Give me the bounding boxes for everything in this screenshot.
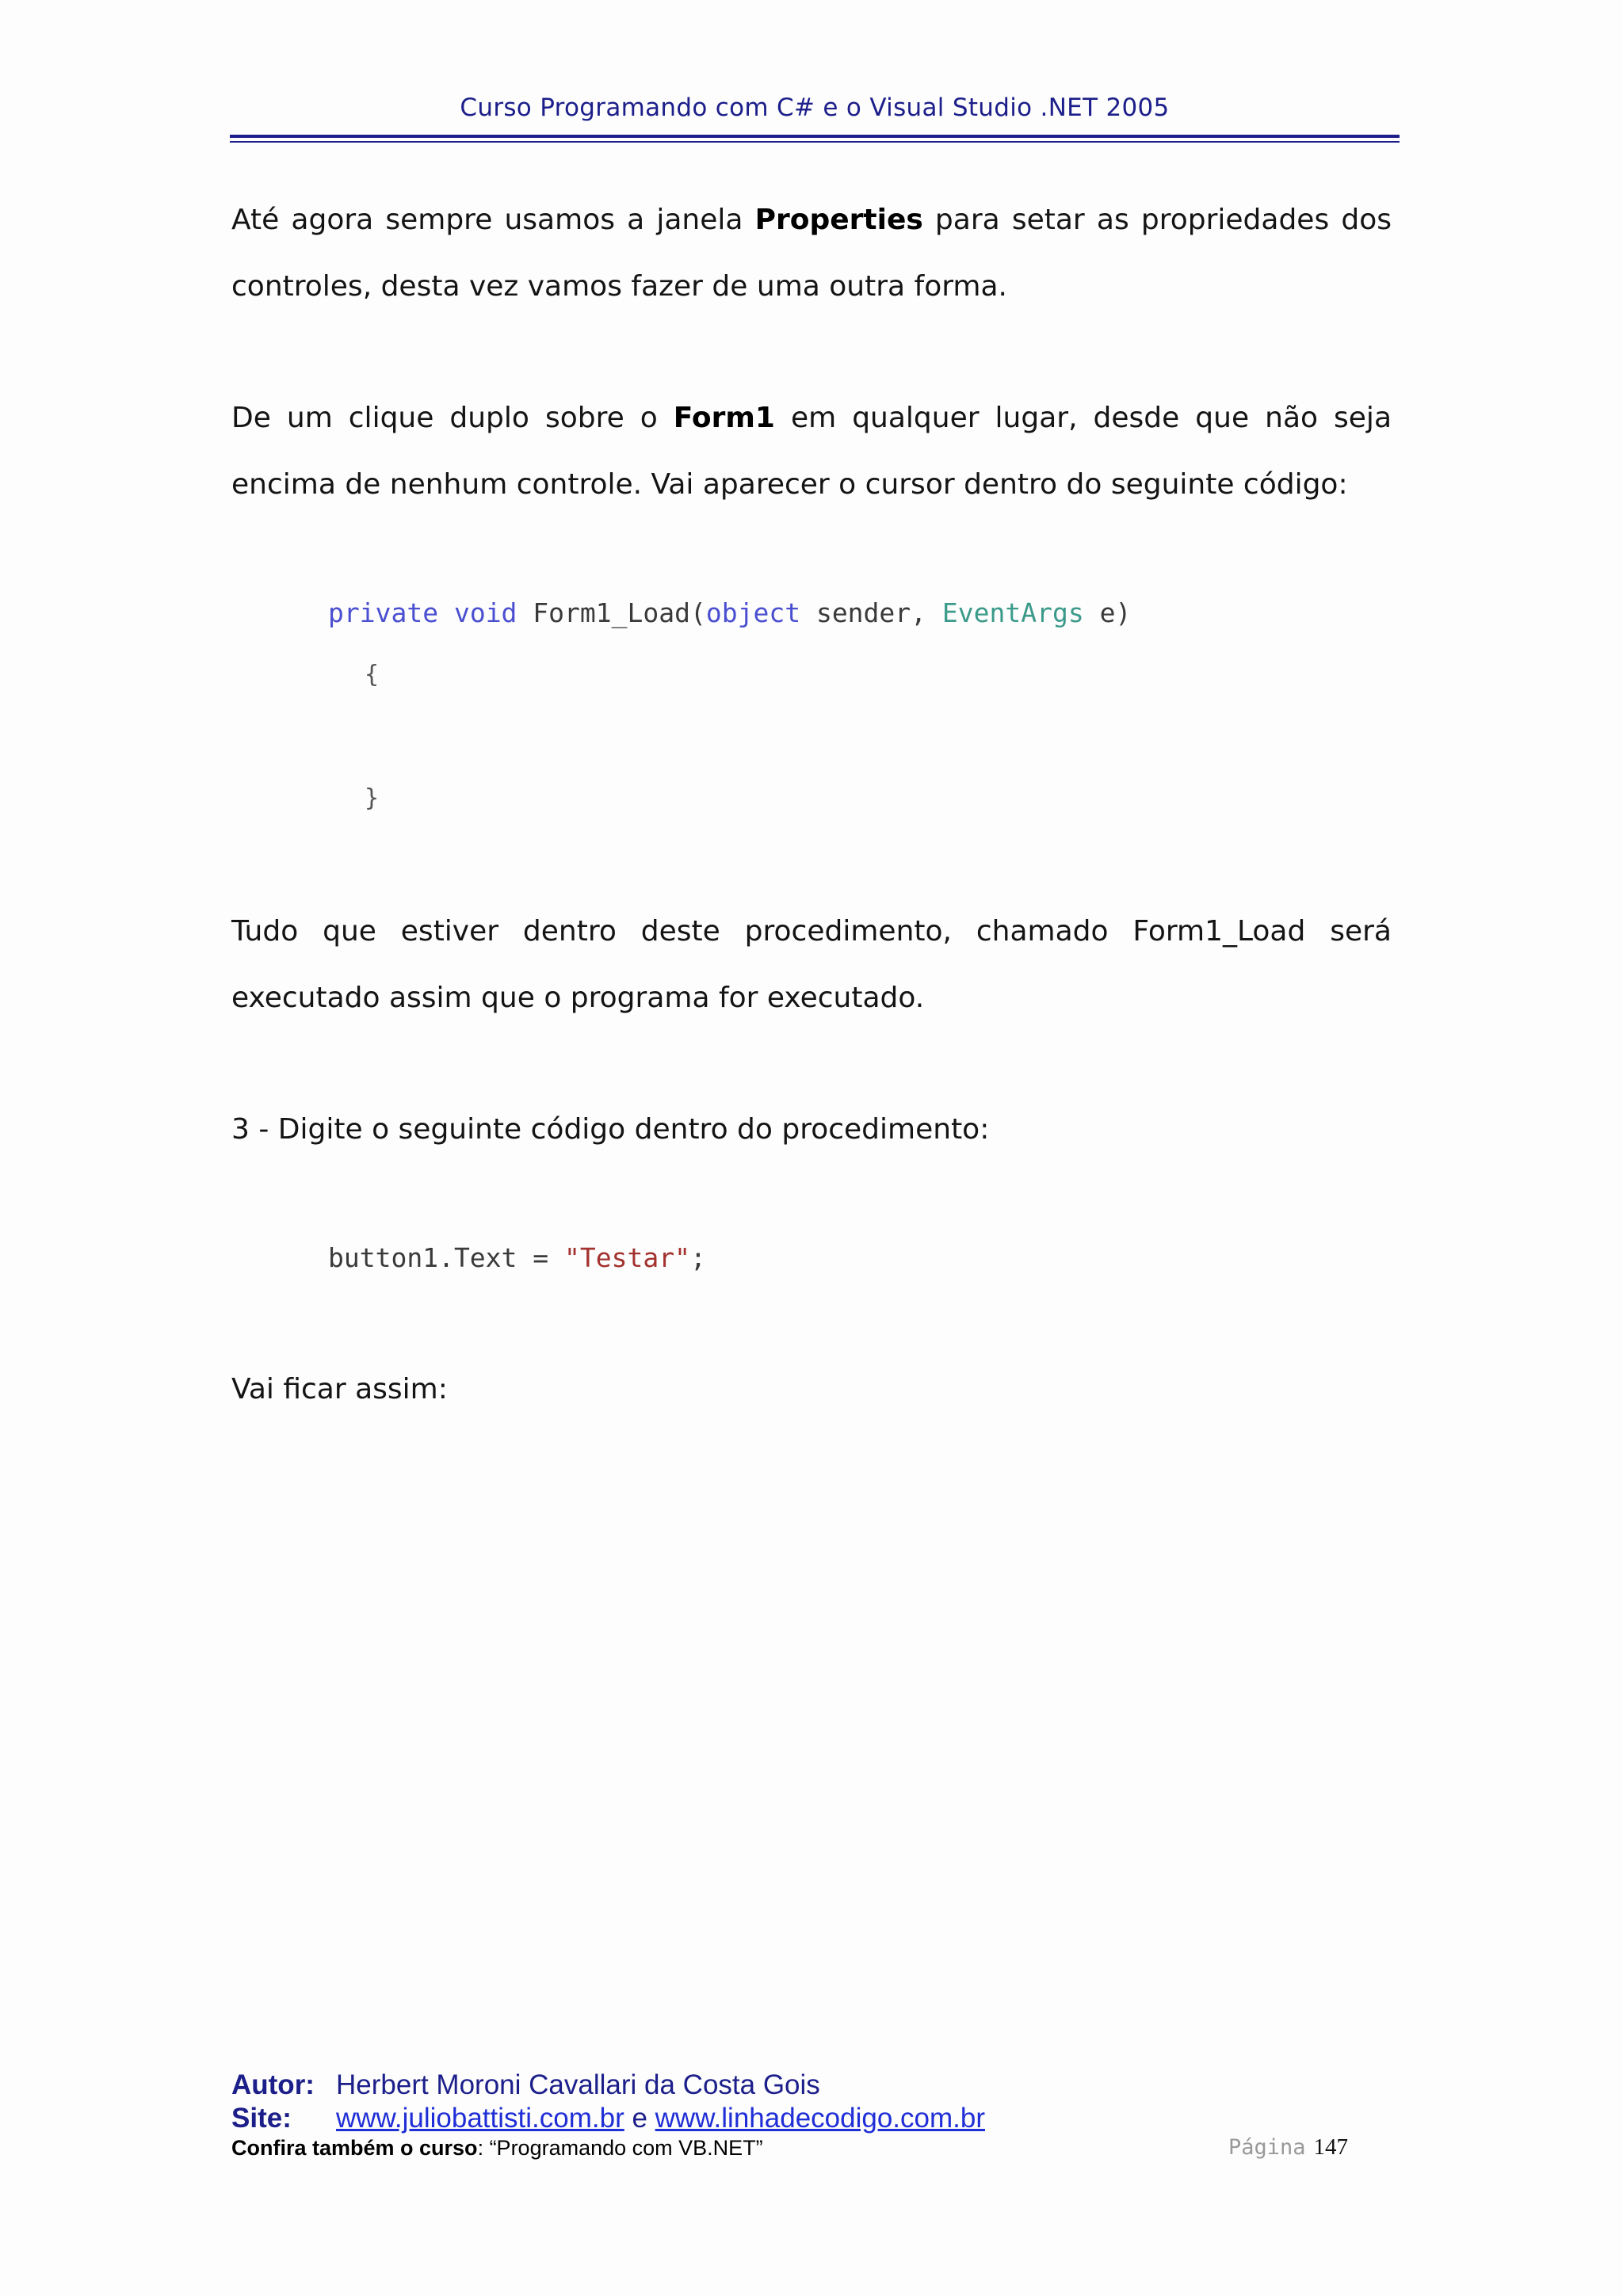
footer-site-label: Site:	[231, 2103, 292, 2134]
page-header-title: Curso Programando com C# e o Visual Studio .NET 2005	[460, 93, 1170, 122]
code-keyword: object	[705, 597, 801, 628]
paragraph-step-3: 3 - Digite o seguinte código dentro do procedimento:	[231, 1113, 990, 1146]
paragraph-text: De um clique duplo sobre o	[231, 402, 674, 434]
footer-author-label: Autor:	[231, 2069, 315, 2100]
code-line-method-signature	[328, 597, 1131, 628]
footer-link-linhadecodigo[interactable]: www.linhadecodigo.com.br	[655, 2103, 985, 2134]
paragraph-vai-ficar: Vai ficar assim:	[231, 1373, 448, 1405]
footer-link-juliobattisti[interactable]: www.juliobattisti.com.br	[336, 2103, 624, 2134]
page-number-label: Página	[1228, 2135, 1306, 2160]
bold-term-properties: Properties	[754, 204, 923, 236]
paragraph-text: para setar as propriedades dos controles, desta vez vamos fazer de uma outra forma.	[231, 204, 1392, 303]
code-open-brace: {	[365, 661, 380, 688]
page-number-value: 147	[1313, 2134, 1349, 2160]
footer-course-note	[231, 2136, 763, 2161]
code-keyword: private	[328, 597, 439, 628]
paragraph-properties	[231, 187, 1392, 320]
footer-note-label: Confira também o curso	[231, 2136, 478, 2160]
bold-term-form1: Form1	[673, 402, 775, 434]
footer-site-separator: e	[624, 2103, 655, 2134]
footer-note-text: : “Programando com VB.NET”	[477, 2136, 763, 2160]
paragraph-form1-load: Tudo que estiver dentro deste procedimento, chamado Form1_Load será executado assim que o programa for executado.	[231, 915, 1392, 1014]
footer-author-row	[231, 2069, 820, 2101]
header-rule-thin	[230, 141, 1400, 143]
page-number	[1228, 2134, 1348, 2161]
code-string: "Testar"	[564, 1242, 690, 1273]
footer-author-name: Herbert Moroni Cavallari da Costa Gois	[336, 2069, 820, 2100]
code-line-button-text	[328, 1242, 706, 1273]
paragraph-form1	[231, 385, 1392, 518]
code-text: e)	[1083, 597, 1132, 628]
code-method: Form1_Load(	[517, 597, 706, 628]
paragraph-text: Até agora sempre usamos a janela	[231, 204, 755, 236]
code-text: ;	[689, 1242, 706, 1273]
code-close-brace: }	[365, 784, 380, 812]
code-keyword: void	[453, 597, 517, 628]
code-text: sender,	[800, 597, 942, 628]
code-text: button1.Text =	[328, 1242, 565, 1273]
paragraph-text: em qualquer lugar, desde que não seja encima de nenhum controle. Vai aparecer o cursor dentro do seguinte código:	[231, 402, 1392, 501]
header-rule	[230, 135, 1400, 138]
footer-site-row	[231, 2103, 985, 2134]
code-type: EventArgs	[941, 597, 1084, 628]
